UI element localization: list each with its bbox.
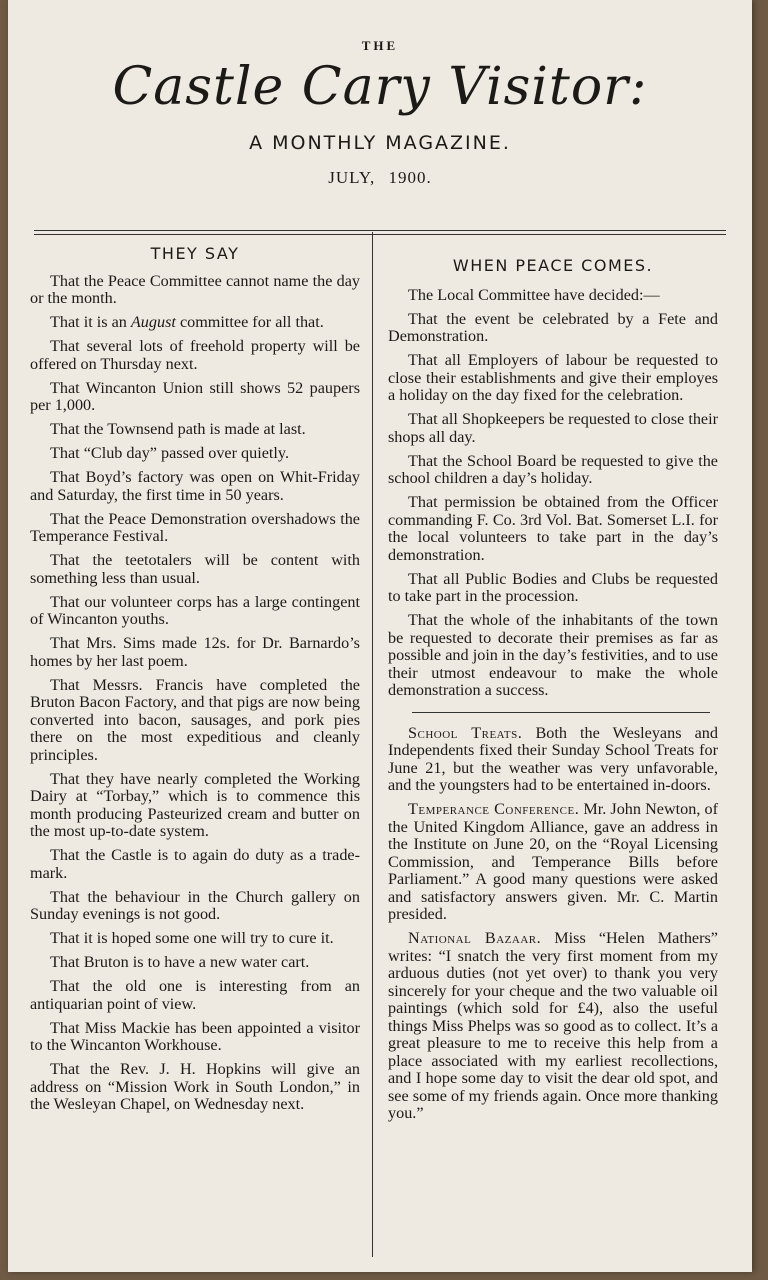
they-say-item: That Bruton is to have a new water cart. <box>50 953 310 971</box>
they-say-item: That Miss Mackie has been appointed a visitor to the Wincanton Workhouse. <box>30 1018 360 1054</box>
they-say-item: That the Peace Committee cannot name the day or the month. <box>30 271 360 307</box>
peace-item: That all Shopkeepers be requested to close their shops all day. <box>388 410 718 446</box>
they-say-item: That the old one is interesting from an antiquarian point of view. <box>30 977 360 1013</box>
peace-item: That all Public Bodies and Clubs be requested to take part in the procession. <box>388 569 718 605</box>
magazine-subtitle: A MONTHLY MAGAZINE. <box>249 132 511 154</box>
they-say-item: That it is hoped some one will try to cure it. <box>50 929 334 947</box>
they-say-item: That the Townsend path is made at last. <box>50 420 306 438</box>
they-say-item: That “Club day” passed over quietly. <box>50 444 289 462</box>
news-note <box>388 725 718 795</box>
magazine-title: Castle Cary Visitor: <box>112 57 648 117</box>
column-divider <box>372 232 373 1257</box>
they-say-item: That the behaviour in the Church gallery on Sunday evenings is not good. <box>30 887 360 923</box>
they-say-item: That our volunteer corps has a large contingent of Wincanton youths. <box>30 592 360 628</box>
they-say-item: That several lots of freehold property will be offered on Thursday next. <box>30 337 360 373</box>
they-say-item: That the teetotalers will be content with something less than usual. <box>30 551 360 587</box>
they-say-item: That it is an August committee for all that. <box>50 313 324 331</box>
they-say-item: That the Castle is to again do duty as a trade-mark. <box>30 846 360 882</box>
note-title: National Bazaar. <box>408 929 542 947</box>
header-rule-bottom <box>34 234 726 235</box>
magazine-page <box>8 0 752 1272</box>
they-say-item: That Mrs. Sims made 12s. for Dr. Barnardo’s homes by her last poem. <box>30 634 360 670</box>
they-say-item: That they have nearly completed the Working Dairy at “Torbay,” which is to commence this month producing Pasteurized cream and butter on the most up-to-date system. <box>30 769 360 840</box>
they-say-item: That Messrs. Francis have completed the Bruton Bacon Factory, and that pigs are now being converted into bacon, sausages, and pork pies there on the most expeditious and cleanly principles. <box>30 675 360 764</box>
peace-item: The Local Committee have decided:— <box>408 285 660 304</box>
peace-item: That all Employers of labour be requested to close their establishments and give their employes a holiday on the day fixed for the celebration. <box>388 351 718 404</box>
peace-item: That the School Board be requested to give the school children a day’s holiday. <box>388 451 718 487</box>
news-note <box>388 801 718 924</box>
masthead-the: THE <box>361 38 399 53</box>
they-say-item: That Wincanton Union still shows 52 paupers per 1,000. <box>30 378 360 414</box>
they-say-item: That the Peace Demonstration overshadows the Temperance Festival. <box>30 509 360 545</box>
news-note <box>388 930 718 1123</box>
note-body: Both the Wesleyans and Independents fixed their Sunday School Treats for June 21, but the weather was very unfavorable, and the youngsters had to be entertained in-doors. <box>388 723 718 794</box>
note-body: Miss “Helen Mathers” writes: “I snatch the very first moment from my arduous duties (not yet over) to thank you very sincerely for your cheque and the two valuable oil paintings (which sold for £4), also the useful things Miss Phelps was so good as to collect. It’s a great pleasure to me to receive this help from a place associated with my earliest recollections, and I hope some day to visit the dear old spot, and see some of my friends again. Once more thanking you.” <box>388 929 718 1122</box>
they-say-column <box>30 245 360 1120</box>
right-column <box>388 245 718 1129</box>
they-say-heading: THEY SAY <box>150 244 240 263</box>
masthead <box>8 38 752 188</box>
section-rule <box>412 712 710 713</box>
issue-date: JULY, 1900. <box>328 168 432 187</box>
header-rule-top <box>34 230 726 231</box>
note-title: Temperance Conference. <box>408 800 580 818</box>
peace-item: That the event be celebrated by a Fete and Demonstration. <box>388 309 718 345</box>
note-title: School Treats. <box>408 723 523 742</box>
note-body: Mr. John Newton, of the United Kingdom Alliance, gave an address in the Institute on June 20, on the “Royal Licensing Commission, and Temperance Bills before Parliament.” A good many questions were asked and satisfactory answers given. Mr. C. Martin presided. <box>388 800 718 923</box>
peace-item: That the whole of the inhabitants of the town be requested to decorate their premises as far as possible and join in the day’s festivities, and to use their utmost endeavour to make the whole demonstration a success. <box>388 611 718 699</box>
peace-item: That permission be obtained from the Officer commanding F. Co. 3rd Vol. Bat. Somerset L.I. for the local volunteers to take part in the day’s demonstration. <box>388 493 718 564</box>
they-say-item: That Boyd’s factory was open on Whit-Friday and Saturday, the first time in 50 years. <box>30 468 360 504</box>
peace-heading: WHEN PEACE COMES. <box>452 256 654 275</box>
they-say-item: That the Rev. J. H. Hopkins will give an address on “Mission Work in South London,” in the Wesleyan Chapel, on Wednesday next. <box>30 1060 360 1113</box>
